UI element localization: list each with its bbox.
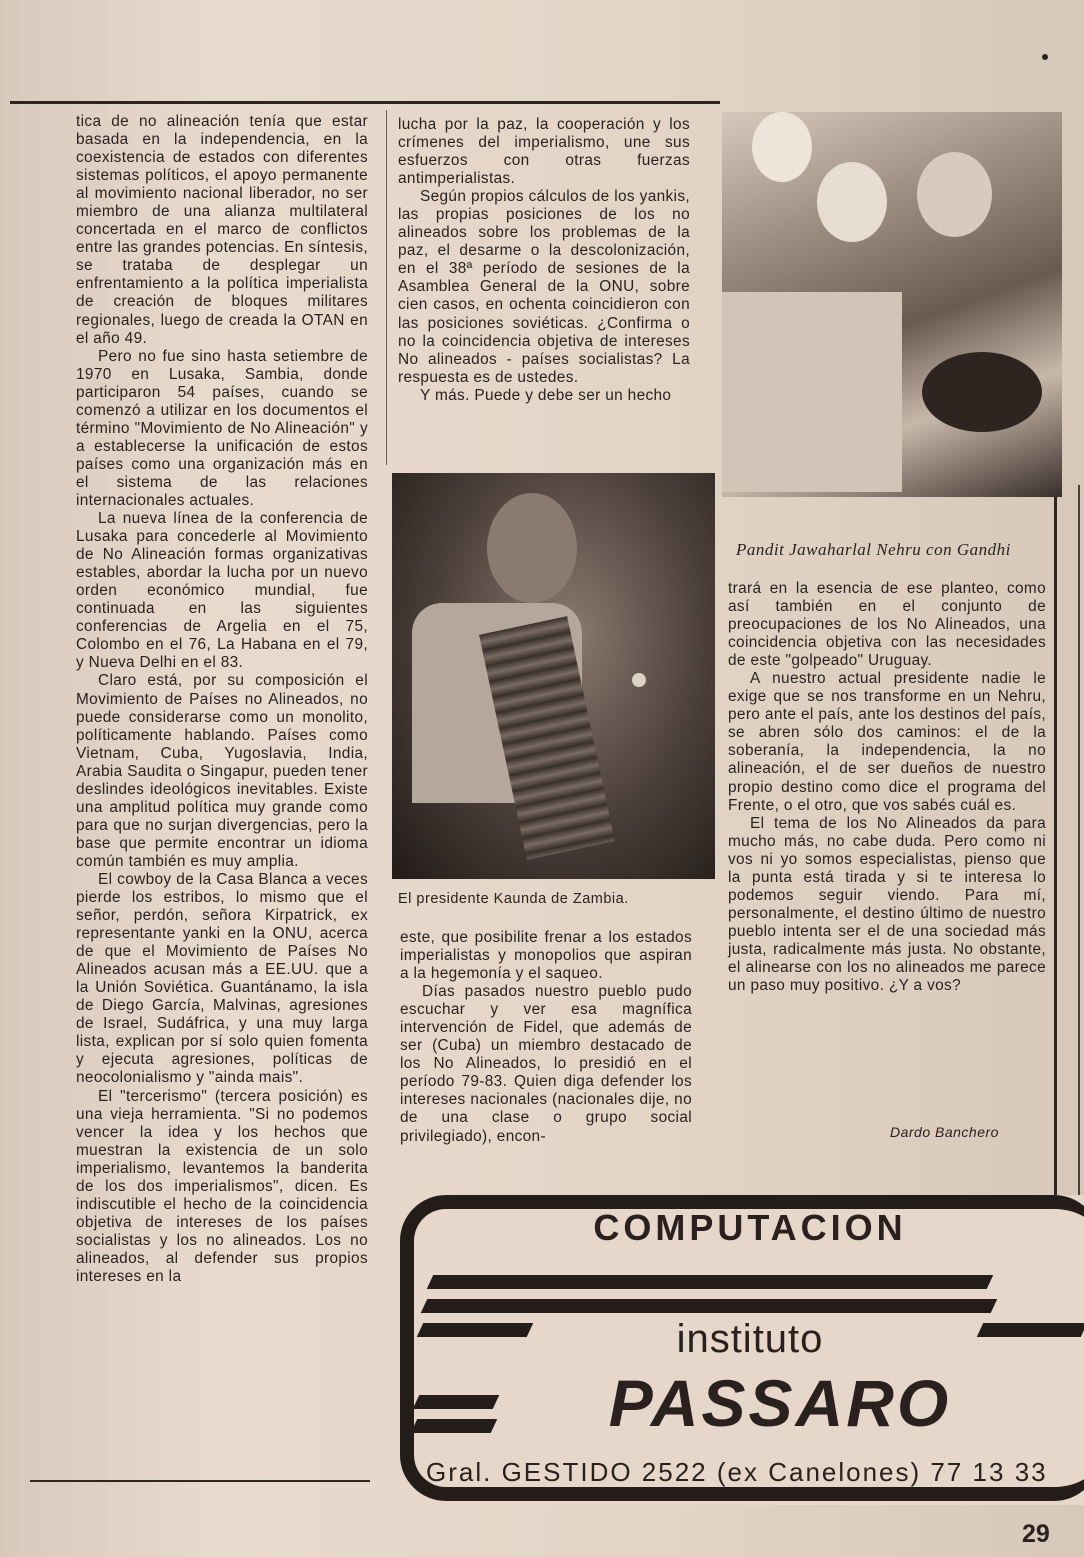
face-shape — [817, 162, 887, 242]
paragraph: A nuestro actual presidente nadie le exige que se nos transforme en un Nehru, pero ante el país, ante los destinos del país, se abren sólo dos caminos: el de la soberanía, la independencia, la no alineación, el de ser dueños de nuestro propio destino como dice el programa del Frente, o el otro, que vos sabés cuál es. — [728, 670, 1046, 814]
paragraph: Pero no fue sino hasta setiembre de 1970 en Lusaka, Sambia, donde participaron 54 países, cuando se comenzó a utilizar en los documentos el término "Movimiento de No Alineación" y a establecerse la unificación de estos países como una organización más en el sistema de las relaciones internacionales actuales. — [76, 347, 368, 509]
ad-title: COMPUTACION — [593, 1207, 907, 1248]
author-byline: Dardo Banchero — [890, 1124, 999, 1140]
ad-stripe — [411, 1419, 498, 1433]
paragraph: El tema de los No Alineados da para mucho más, no cabe duda. Pero como ni vos ni yo somos especialistas, pienso que la punta está tirada y si te interesa lo podemos seguir viendo. Para mí, personalmente, el destino último de nuestro pueblo intenta ser el de una sociedad más justa, radicalmente más justa. No obstante, el alinearse con los no alineados me parece un paso muy positivo. ¿Y a vos? — [728, 814, 1046, 995]
paragraph: El cowboy de la Casa Blanca a veces pierde los estribos, lo mismo que el señor, perdón, señora Kirpatrick, ex representante yanki en la ONU, acerca de que el Movimiento de Países No Alineados acusan más a EE.UU. que a la Unión Soviética. Guantánamo, la isla de Diego García, Malvinas, agresiones de Israel, Sudáfrica, y una muy larga lista, explican por sí solo quien fomenta y ejecuta agresiones, políticas de neocolonialismo y "ainda mais". — [76, 870, 368, 1087]
face-shape — [487, 493, 577, 603]
paragraph: Días pasados nuestro pueblo pudo escuchar y ver esa magnífica intervención de Fidel, que además de ser (Cuba) un miembro destacado de los No Alineados, lo presidió en el período 79-83. Quien diga defender los intereses nacionales (nacionales dije, no de una clase o grupo social privilegiado), encon- — [400, 983, 692, 1145]
page-number: 29 — [1022, 1520, 1050, 1548]
article-column-1 — [76, 113, 368, 1286]
ad-stripe — [421, 1299, 998, 1313]
article-column-4 — [728, 580, 1046, 995]
ad-stripe — [427, 1275, 994, 1289]
paragraph: este, que posibilite frenar a los estados imperialistas y monopolios que aspiran a la hegemonía y el saqueo. — [400, 929, 692, 983]
paragraph: La nueva línea de la conferencia de Lusaka para concederle al Movimiento de No Alineación formas organizativas estables, abordar la lucha por un nuevo orden económico mundial, fue continuada en las siguientes conferencias de Argelia en el 75, Colombo en el 76, La Habana en el 79, y Nueva Delhi en el 83. — [76, 510, 368, 672]
column-divider — [386, 110, 387, 465]
ad-stripe — [417, 1323, 534, 1337]
paragraph: Según propios cálculos de los yankis, las propias posiciones de los no alineados sobre los problemas de la paz, el desarme o la descolonización, en el 38ª período de sesiones de la Asamblea General de la ONU, sobre cien casos, en ochenta coincidieron con las posiciones soviéticas. ¿Confirma o no la coincidencia objetiva de intereses No alineados - países socialistas? La respuesta es de ustedes. — [398, 188, 690, 386]
white-robe-shape — [722, 292, 902, 492]
right-border-rule — [1054, 485, 1057, 1195]
kaunda-photo — [392, 473, 715, 879]
computacion-advertisement — [400, 1195, 1084, 1505]
paragraph: lucha por la paz, la cooperación y los crímenes del imperialismo, une sus esfuerzos con otras fuerzas antimperialistas. — [398, 116, 690, 188]
dark-shape — [922, 352, 1042, 432]
paragraph: trará en la esencia de ese planteo, como así también en el conjunto de preocupaciones de los No Alineados, una coincidencia objetiva con las necesidades de este "golpeado" Uruguay. — [728, 580, 1046, 670]
bottom-left-rule — [30, 1480, 370, 1482]
ad-subtitle: instituto — [676, 1317, 824, 1361]
ad-address: Gral. GESTIDO 2522 (ex Canelones) 77 13 33 — [426, 1457, 1048, 1487]
nehru-photo-caption: Pandit Jawaharlal Nehru con Gandhi — [736, 540, 1011, 559]
light-shape — [632, 673, 646, 687]
ad-stripe — [413, 1395, 500, 1409]
top-rule — [10, 101, 720, 104]
paragraph: tica de no alineación tenía que estar basada en la independencia, en la coexistencia de estados con diferentes sistemas políticos, el apoyo permanente al movimiento nacional liberador, no ser miembro de una alianza multilateral concertada en el marco de conflictos entre las grandes potencias. En síntesis, se trataba de desplegar un enfrentamiento a la política imperialista de creación de bloques militares regionales, luego de creada la OTAN en el año 49. — [76, 113, 368, 347]
article-column-2 — [398, 116, 690, 405]
face-shape — [752, 112, 812, 182]
article-column-3 — [400, 929, 692, 1146]
ink-dot — [1042, 54, 1048, 60]
kaunda-photo-caption: El presidente Kaunda de Zambia. — [398, 891, 629, 907]
right-border-rule-2 — [1078, 485, 1080, 1195]
nehru-gandhi-photo — [722, 112, 1062, 497]
paragraph: El "tercerismo" (tercera posición) es una vieja herramienta. "Si no podemos vencer la idea y los hechos que muestran la existencia de un solo imperialismo, levantemos la banderita de los dos imperialismos", dicen. Es indiscutible el hecho de la coincidencia objetiva de intereses de los países socialistas y los no alineados. Los no alineados, al defender sus propios intereses en la — [76, 1087, 368, 1285]
ad-brand-name: PASSARO — [608, 1366, 952, 1440]
paragraph: Y más. Puede y debe ser un hecho — [420, 386, 672, 404]
face-shape — [917, 152, 992, 237]
paragraph: Claro está, por su composición el Movimiento de Países no Alineados, no puede considerarse como un monolito, políticamente hablando. Países como Vietnam, Cuba, Yugoslavia, India, Arabia Saudita o Singapur, pueden tener deslindes ideológicos inevitables. Existe una amplitud política muy grande como para que no surjan divergencias, pero la base que permite encontrar un idioma común también es muy amplia. — [76, 672, 368, 870]
ad-stripe — [977, 1323, 1084, 1337]
